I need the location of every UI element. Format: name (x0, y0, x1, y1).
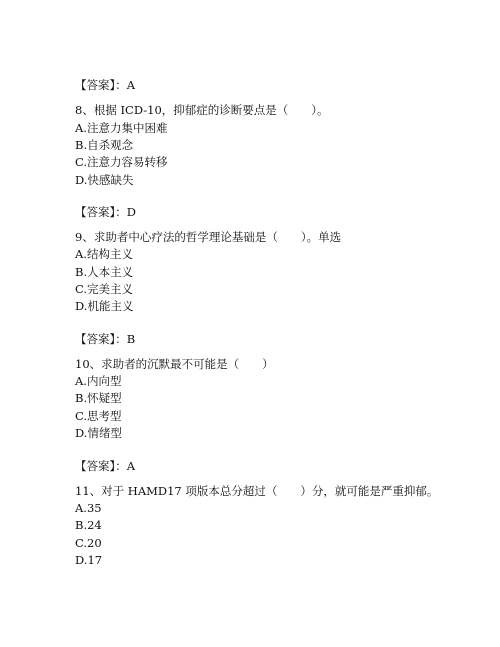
option-b: B.怀疑型 (75, 391, 122, 405)
answer-line: 【答案】：A (75, 459, 136, 473)
question-8: 8、根据 ICD-10，抑郁症的诊断要点是（ ）。 (75, 103, 329, 117)
option-a: A.内向型 (75, 374, 122, 388)
option-b: B.24 (75, 518, 102, 532)
option-b: B.自杀观念 (75, 138, 134, 152)
question-11: 11、对于 HAMD17 项版本总分超过（ ）分，就可能是严重抑郁。 (75, 484, 439, 498)
answer-line: 【答案】：D (75, 205, 136, 219)
option-c: C.思考型 (75, 409, 122, 423)
option-a: A.注意力集中困难 (75, 121, 168, 135)
option-b: B.人本主义 (75, 265, 134, 279)
option-c: C.20 (75, 536, 102, 550)
option-c: C.注意力容易转移 (75, 155, 168, 169)
question-9: 9、求助者中心疗法的哲学理论基础是（ ）。单选 (75, 230, 342, 244)
option-d: D.快感缺失 (75, 173, 134, 187)
answer-line: 【答案】：B (75, 332, 136, 346)
option-a: A.35 (75, 501, 102, 515)
option-d: D.机能主义 (75, 299, 134, 313)
option-c: C.完美主义 (75, 282, 134, 296)
answer-line: 【答案】：A (75, 78, 136, 92)
option-d: D.情绪型 (75, 426, 122, 440)
option-d: D.17 (75, 553, 103, 567)
option-a: A.结构主义 (75, 247, 133, 261)
question-10: 10、求助者的沉默最不可能是（ ） (75, 357, 274, 371)
